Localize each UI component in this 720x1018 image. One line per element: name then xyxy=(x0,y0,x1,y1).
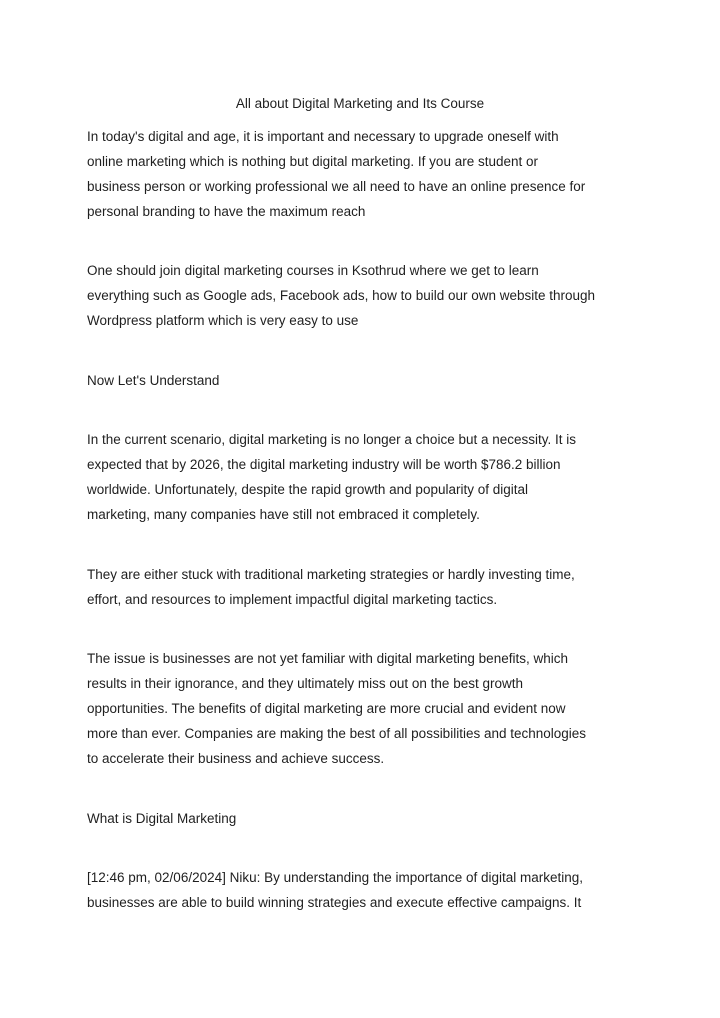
text-line: effort, and resources to implement impactful digital marketing tactics. xyxy=(87,592,498,607)
text-line: expected that by 2026, the digital marketing industry will be worth $786.2 billion xyxy=(87,457,561,472)
text-line: In the current scenario, digital marketing is no longer a choice but a necessity. It is xyxy=(87,432,576,447)
paragraph-issue xyxy=(87,646,632,771)
text-line: more than ever. Companies are making the best of all possibilities and technologies xyxy=(87,726,587,741)
text-line: marketing, many companies have still not embraced it completely. xyxy=(87,507,480,522)
text-line: everything such as Google ads, Facebook ads, how to build our own website through xyxy=(87,288,596,303)
text-line: In today's digital and age, it is important and necessary to upgrade oneself with xyxy=(87,129,559,144)
paragraph-chat-excerpt xyxy=(87,865,632,915)
paragraph-traditional xyxy=(87,562,632,612)
paragraph-courses xyxy=(87,258,632,333)
paragraph-intro xyxy=(87,124,632,224)
paragraph-current-scenario xyxy=(87,427,632,527)
text-line: businesses are able to build winning strategies and execute effective campaigns. It xyxy=(87,895,582,910)
text-line: results in their ignorance, and they ultimately miss out on the best growth xyxy=(87,676,523,691)
text-line: to accelerate their business and achieve success. xyxy=(87,751,385,766)
text-line: [12:46 pm, 02/06/2024] Niku: By understanding the importance of digital marketing, xyxy=(87,870,584,885)
text-line: The issue is businesses are not yet familiar with digital marketing benefits, which xyxy=(87,651,568,666)
text-line: worldwide. Unfortunately, despite the rapid growth and popularity of digital xyxy=(87,482,529,497)
text-line: They are either stuck with traditional marketing strategies or hardly investing time, xyxy=(87,567,575,582)
text-line: business person or working professional we all need to have an online presence for xyxy=(87,179,586,194)
heading-what-is-digital-marketing xyxy=(87,806,632,831)
heading-now-lets-understand xyxy=(87,368,632,393)
text-line: Wordpress platform which is very easy to use xyxy=(87,313,359,328)
text-line: One should join digital marketing courses in Ksothrud where we get to learn xyxy=(87,263,539,278)
text-line: What is Digital Marketing xyxy=(87,811,237,826)
text-line: personal branding to have the maximum reach xyxy=(87,204,366,219)
text-line: online marketing which is nothing but digital marketing. If you are student or xyxy=(87,154,538,169)
document-title: All about Digital Marketing and Its Course xyxy=(235,96,485,111)
text-line: Now Let's Understand xyxy=(87,373,220,388)
text-line: opportunities. The benefits of digital marketing are more crucial and evident now xyxy=(87,701,566,716)
